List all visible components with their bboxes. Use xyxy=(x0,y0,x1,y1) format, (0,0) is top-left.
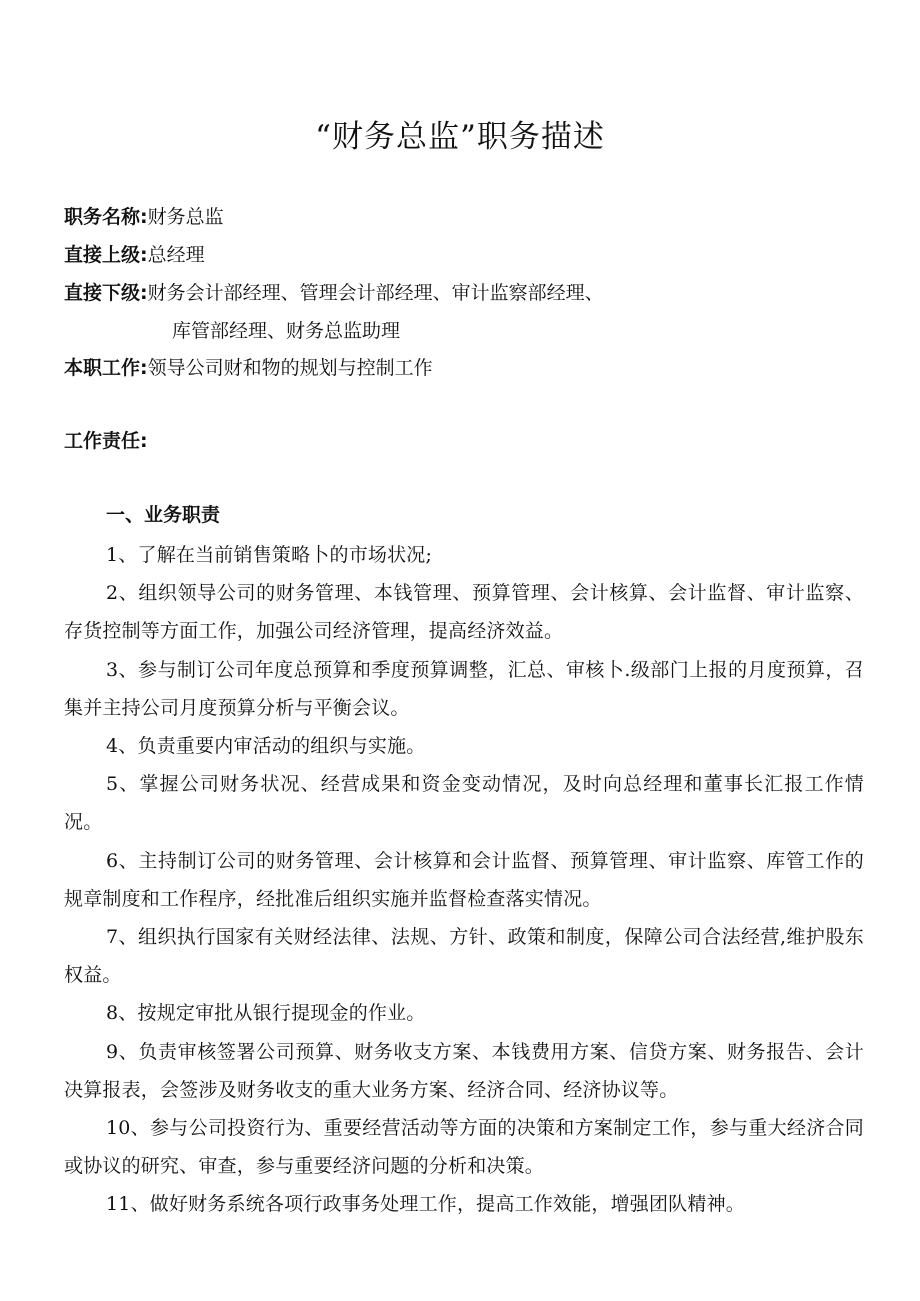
field-job-title xyxy=(64,202,224,232)
list-item: 6、主持制订公司的财务管理、会计核算和会计监督、预算管理、审计监察、库管工作的规章制度和工作程序，经批准后组织实施并监督检查落实情况。 xyxy=(64,849,864,910)
list-item: 1、了解在当前销售策略卜的市场状况; xyxy=(106,544,433,566)
field-label: 本职工作: xyxy=(64,357,148,379)
field-label: 职务名称: xyxy=(64,206,148,228)
responsibility-list xyxy=(64,536,864,1224)
field-direct-superior xyxy=(64,240,205,270)
field-label: 直接上级: xyxy=(64,244,148,266)
field-value: 财务总监 xyxy=(147,206,224,228)
field-main-duty xyxy=(64,353,433,383)
document-title: “财务总监”职务描述 xyxy=(315,119,605,155)
list-item: 5、掌握公司财务状况、经营成果和资金变动情况，及时向总经理和董事长汇报工作情况。 xyxy=(64,773,864,834)
field-value: 总经理 xyxy=(147,244,205,266)
responsibilities-heading: 工作责任: xyxy=(64,430,148,452)
field-direct-subordinates xyxy=(64,278,604,308)
field-label: 直接下级: xyxy=(64,282,148,304)
list-item: 2、组织领导公司的财务管理、本钱管理、预算管理、会计核算、会计监督、审计监察、存货控制等方面工作，加强公司经济管理，提高经济效益。 xyxy=(64,582,864,643)
list-item: 3、参与制订公司年度总预算和季度预算调整，汇总、审核卜.级部门上报的月度预算，召集并主持公司月度预算分析与平衡会议。 xyxy=(64,658,864,719)
field-value: 领导公司财和物的规划与控制工作 xyxy=(147,357,433,379)
field-value: 财务会计部经理、管理会计部经理、审计监察部经理、 xyxy=(147,282,604,304)
list-item: 8、按规定审批从银行提现金的作业。 xyxy=(106,1002,426,1025)
list-item: 10、参与公司投资行为、重要经营活动等方面的决策和方案制定工作，参与重大经济合同或协议的研究、审查，参与重要经济问题的分析和决策。 xyxy=(64,1117,864,1178)
list-item: 11、做好财务系统各项行政事务处理工作，提高工作效能，增强团队精神。 xyxy=(106,1193,745,1216)
list-item: 9、负责审核签署公司预算、财务收支方案、本钱费用方案、信贷方案、财务报告、会计决算报表，会签涉及财务收支的重大业务方案、经济合同、经济协议等。 xyxy=(64,1040,864,1101)
section-title: 一、业务职责 xyxy=(106,504,221,526)
list-item: 4、负责重要内审活动的组织与实施。 xyxy=(106,735,426,758)
field-value-continued: 库管部经理、财务总监助理 xyxy=(172,320,401,342)
list-item: 7、组织执行国家有关财经法律、法规、方针、政策和制度，保障公司合法经营,维护股东权益。 xyxy=(64,926,864,987)
